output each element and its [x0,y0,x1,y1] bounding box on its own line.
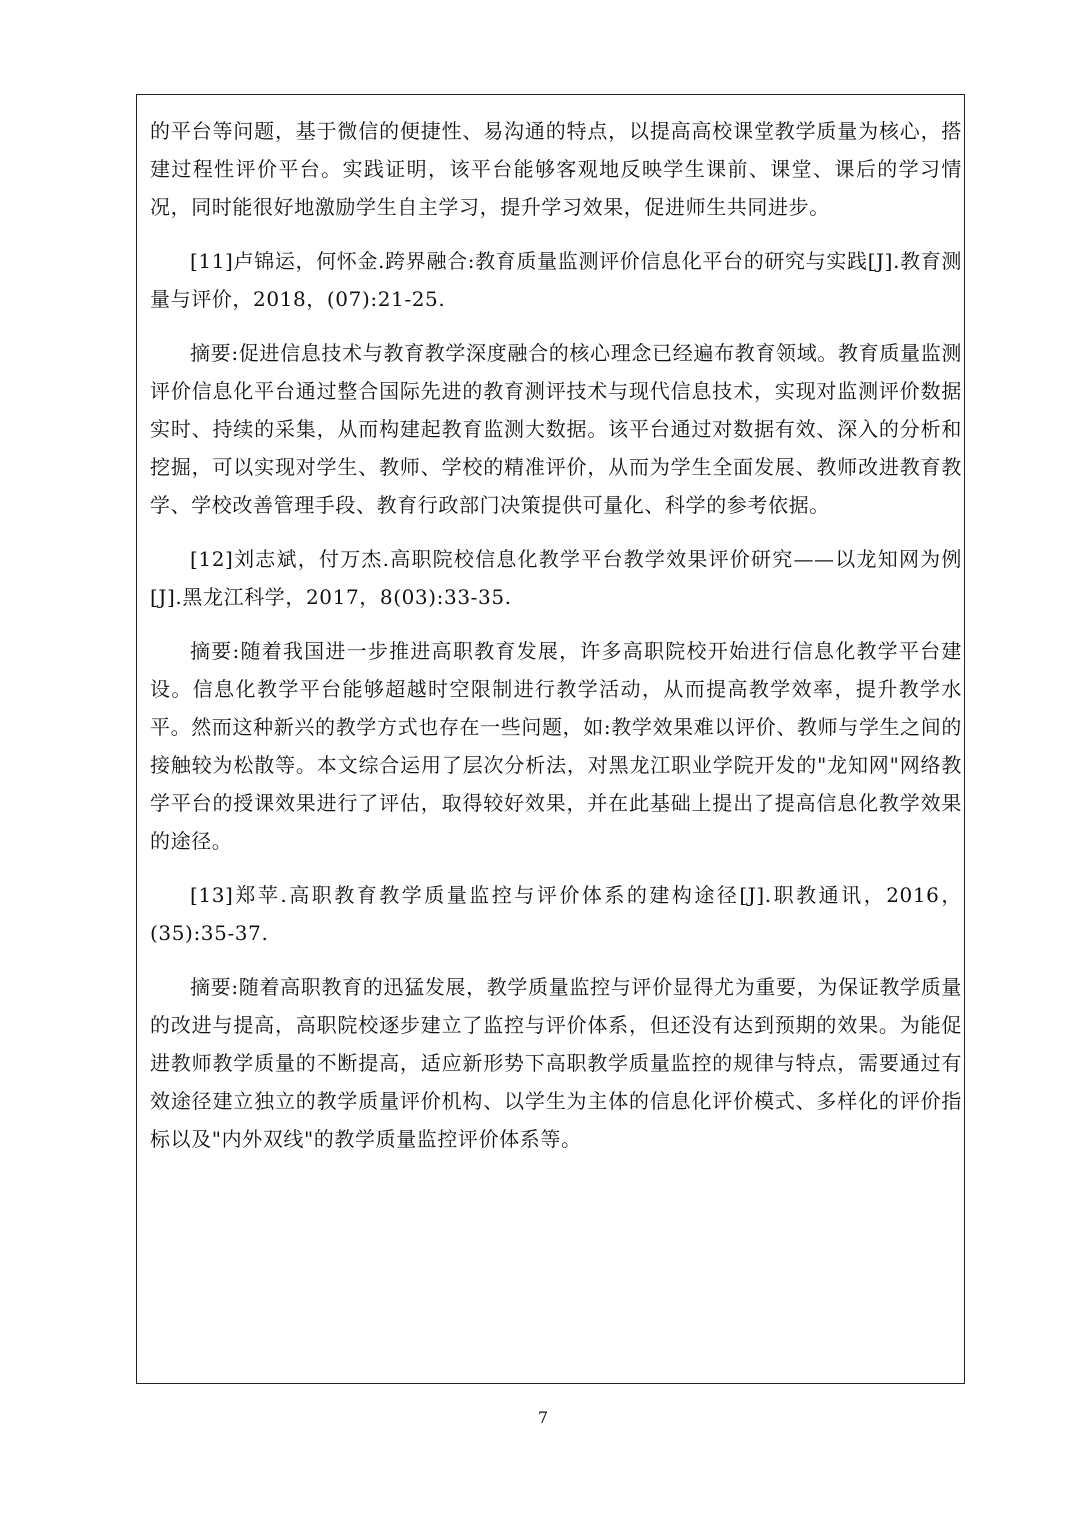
continued-abstract-paragraph: 的平台等问题，基于微信的便捷性、易沟通的特点，以提高高校课堂教学质量为核心，搭建过程性评价平台。实践证明，该平台能够客观地反映学生课前、课堂、课后的学习情况，同时能很好地激励学生自主学习，提升学习效果，促进师生共同进步。 [150,119,962,219]
document-body [150,112,962,1158]
abstract-11: 摘要:促进信息技术与教育教学深度融合的核心理念已经遍布教育领域。教育质量监测评价信息化平台通过整合国际先进的教育测评技术与现代信息技术，实现对监测评价数据实时、持续的采集，从而构建起教育监测大数据。该平台通过对数据有效、深入的分析和挖掘，可以实现对学生、教师、学校的精准评价，从而为学生全面发展、教师改进教育教学、学校改善管理手段、教育行政部门决策提供可量化、科学的参考依据。 [150,341,962,517]
page-number: 7 [537,1408,549,1427]
reference-12: [12]刘志斌，付万杰.高职院校信息化教学平台教学效果评价研究——以龙知网为例[J].黑龙江科学，2017，8(03):33-35. [150,547,962,609]
reference-11: [11]卢锦运，何怀金.跨界融合:教育质量监测评价信息化平台的研究与实践[J].教育测量与评价，2018，(07):21-25. [150,249,962,311]
abstract-13: 摘要:随着高职教育的迅猛发展，教学质量监控与评价显得尤为重要，为保证教学质量的改进与提高，高职院校逐步建立了监控与评价体系，但还没有达到预期的效果。为能促进教师教学质量的不断提高，适应新形势下高职教学质量监控的规律与特点，需要通过有效途径建立独立的教学质量评价机构、以学生为主体的信息化评价模式、多样化的评价指标以及"内外双线"的教学质量监控评价体系等。 [150,975,962,1151]
reference-13: [13]郑苹.高职教育教学质量监控与评价体系的建构途径[J].职教通讯，2016，(35):35-37. [150,883,962,945]
abstract-12: 摘要:随着我国进一步推进高职教育发展，许多高职院校开始进行信息化教学平台建设。信息化教学平台能够超越时空限制进行教学活动，从而提高教学效率，提升教学水平。然而这种新兴的教学方式也存在一些问题，如:教学效果难以评价、教师与学生之间的接触较为松散等。本文综合运用了层次分析法，对黑龙江职业学院开发的"龙知网"网络教学平台的授课效果进行了评估，取得较好效果，并在此基础上提出了提高信息化教学效果的途径。 [150,639,962,853]
